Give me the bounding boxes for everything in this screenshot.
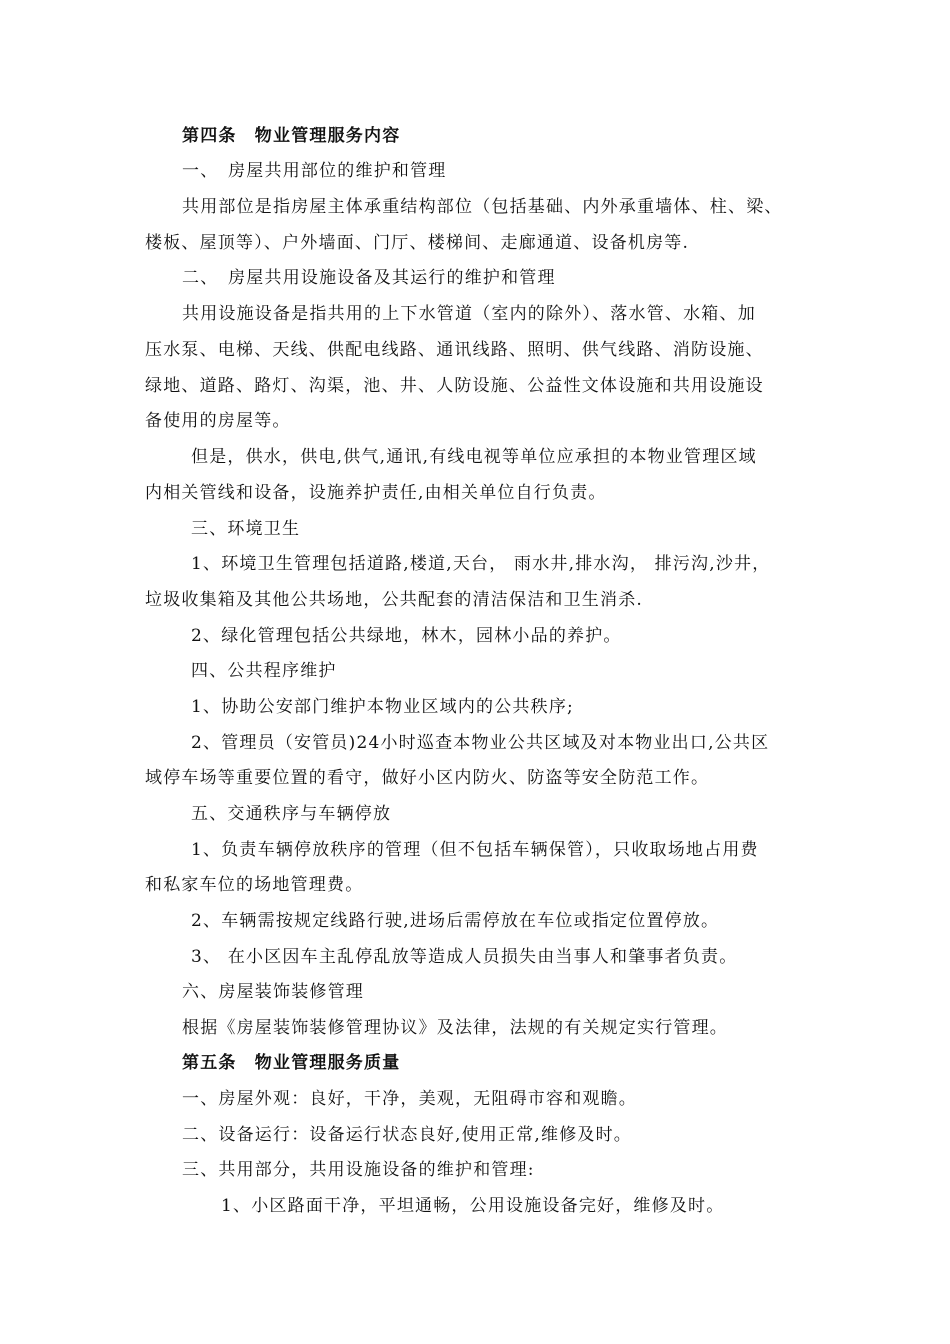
paragraph-line: 但是，供水，供电,供气,通讯,有线电视等单位应承担的本物业管理区域 — [191, 447, 757, 467]
paragraph-line: 共用设施设备是指共用的上下水管道（室内的除外）、落水管、水箱、加 — [182, 304, 756, 324]
paragraph-line: 域停车场等重要位置的看守，做好小区内防火、防盗等安全防范工作。 — [145, 768, 710, 788]
list-item: 3、 在小区因车主乱停乱放等造成人员损失由当事人和肇事者负责。 — [191, 947, 738, 967]
section-heading-article-4: 第四条 物业管理服务内容 — [182, 126, 401, 146]
paragraph-line: 楼板、屋顶等）、户外墙面、门厅、楼梯间、走廊通道、设备机房等. — [145, 233, 690, 253]
list-item: 一、房屋外观：良好，干净，美观，无阻碍市容和观瞻。 — [182, 1089, 637, 1109]
paragraph-line: 垃圾收集箱及其他公共场地，公共配套的清洁保洁和卫生消杀. — [145, 590, 644, 610]
list-item: 2、管理员（安管员)24小时巡查本物业公共区域及对本物业出口,公共区 — [191, 733, 770, 753]
list-item: 2、车辆需按规定线路行驶,进场后需停放在车位或指定位置停放。 — [191, 911, 720, 931]
subheading-sanitation: 三、环境卫生 — [191, 519, 301, 539]
list-item: 1、环境卫生管理包括道路,楼道,天台， 雨水井,排水沟， 排污沟,沙井， — [191, 554, 771, 574]
paragraph-line: 压水泵、电梯、天线、供配电线路、通讯线路、照明、供气线路、消防设施、 — [145, 340, 764, 360]
paragraph-line: 根据《房屋装饰装修管理协议》及法律，法规的有关规定实行管理。 — [182, 1018, 728, 1038]
subheading-common-parts: 一、 房屋共用部位的维护和管理 — [182, 161, 447, 181]
paragraph-line: 和私家车位的场地管理费。 — [145, 875, 364, 895]
subheading-traffic-parking: 五、交通秩序与车辆停放 — [191, 804, 392, 824]
paragraph-line: 备使用的房屋等。 — [145, 411, 291, 431]
subheading-common-facilities: 二、 房屋共用设施设备及其运行的维护和管理 — [182, 268, 556, 288]
subheading-decoration: 六、房屋装饰装修管理 — [182, 982, 364, 1002]
paragraph-line: 绿地、道路、路灯、沟渠，池、井、人防设施、公益性文体设施和共用设施设 — [145, 376, 764, 396]
list-item: 2、绿化管理包括公共绿地，林木，园林小品的养护。 — [191, 626, 622, 646]
list-item: 1、协助公安部门维护本物业区域内的公共秩序; — [191, 697, 574, 717]
paragraph-line: 共用部位是指房屋主体承重结构部位（包括基础、内外承重墙体、柱、梁、 — [182, 197, 783, 217]
section-heading-article-5: 第五条 物业管理服务质量 — [182, 1053, 401, 1073]
list-item: 二、设备运行：设备运行状态良好,使用正常,维修及时。 — [182, 1125, 633, 1145]
list-item: 1、负责车辆停放秩序的管理（但不包括车辆保管），只收取场地占用费 — [191, 840, 759, 860]
paragraph-line: 内相关管线和设备，设施养护责任,由相关单位自行负责。 — [145, 483, 607, 503]
list-item: 1、小区路面干净，平坦通畅，公用设施设备完好，维修及时。 — [221, 1196, 725, 1216]
list-item: 三、共用部分，共用设施设备的维护和管理: — [182, 1160, 535, 1180]
subheading-public-order: 四、公共程序维护 — [191, 661, 337, 681]
